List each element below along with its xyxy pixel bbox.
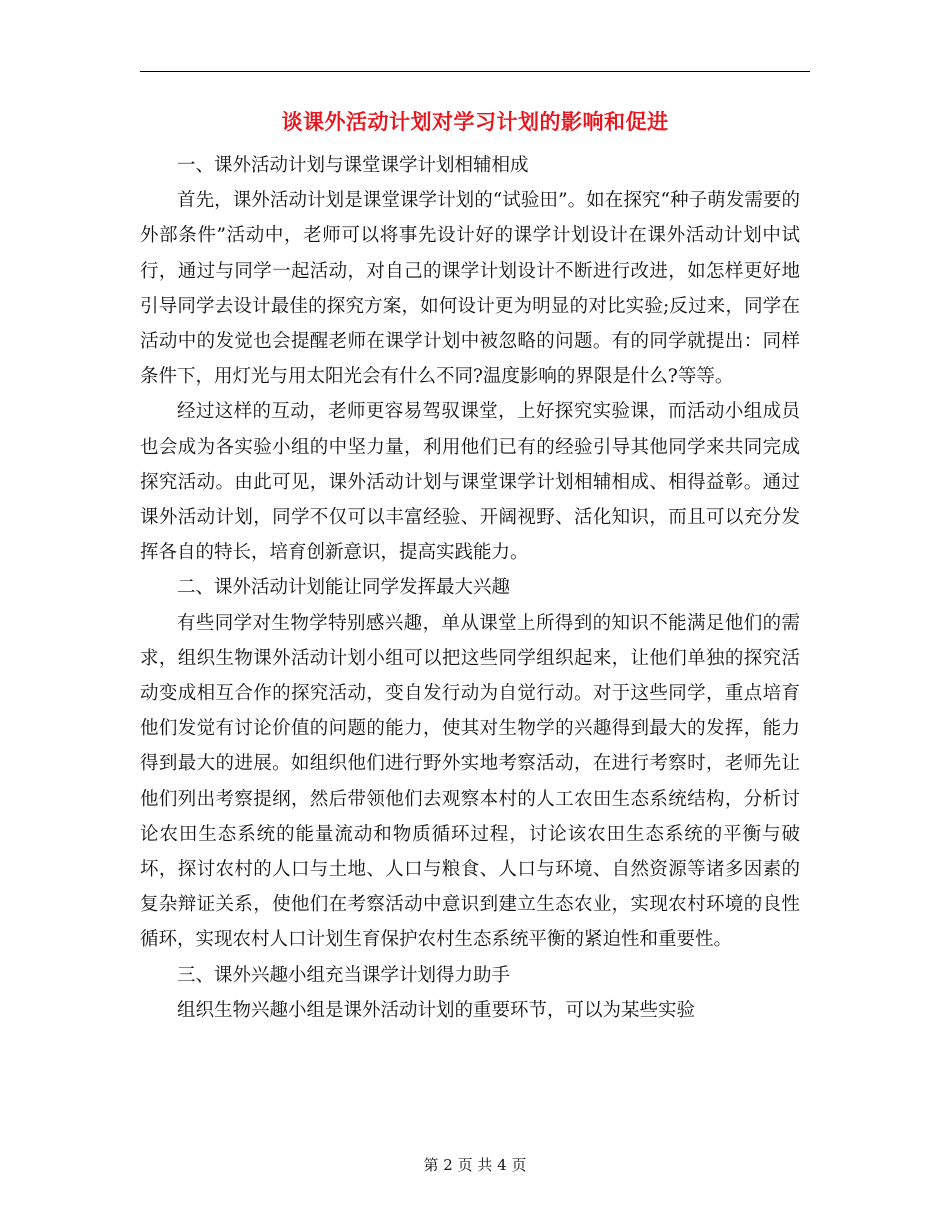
section-heading-3: 三、课外兴趣小组充当课学计划得力助手 bbox=[177, 964, 511, 986]
paragraph-1: 首先，课外活动计划是课堂课学计划的“试验田”。如在探究“种子萌发需要的外部条件”活动中，老师可以将事先设计好的课学计划设计在课外活动计划中试行，通过与同学一起活动，对自己的课学计划设计不断进行改进，如怎样更好地引导同学去设计最佳的探究方案，如何设计更为明显的对比实验;反过来，同学在活动中的发觉也会提醒老师在课学计划中被忽略的问题。有的同学就提出：同样条件下，用灯光与用太阳光会有什么不同?温度影响的界限是什么?等等。 bbox=[140, 190, 800, 388]
paragraph-4: 组织生物兴趣小组是课外活动计划的重要环节，可以为某些实验 bbox=[177, 999, 696, 1021]
paragraph-2: 经过这样的互动，老师更容易驾驭课堂，上好探究实验课，而活动小组成员也会成为各实验小组的中坚力量，利用他们已有的经验引导其他同学来共同完成探究活动。由此可见，课外活动计划与课堂课学计划相辅相成、相得益彰。通过课外活动计划，同学不仅可以丰富经验、开阔视野、活化知识，而且可以充分发挥各自的特长，培育创新意识，提高实践能力。 bbox=[140, 401, 800, 564]
page-footer: 第 2 页 共 4 页 bbox=[423, 1156, 527, 1174]
document-title: 谈课外活动计划对学习计划的影响和促进 bbox=[281, 109, 669, 134]
section-heading-2: 二、课外活动计划能让同学发挥最大兴趣 bbox=[177, 577, 511, 599]
header-rule bbox=[140, 71, 810, 72]
paragraph-3: 有些同学对生物学特别感兴趣，单从课堂上所得到的知识不能满足他们的需求，组织生物课外活动计划小组可以把这些同学组织起来，让他们单独的探究活动变成相互合作的探究活动，变自发行动为自觉行动。对于这些同学，重点培育他们发觉有讨论价值的问题的能力，使其对生物学的兴趣得到最大的发挥，能力得到最大的进展。如组织他们进行野外实地考察活动，在进行考察时，老师先让他们列出考察提纲，然后带领他们去观察本村的人工农田生态系统结构，分析讨论农田生态系统的能量流动和物质循环过程，讨论该农田生态系统的平衡与破坏，探讨农村的人口与土地、人口与粮食、人口与环境、自然资源等诸多因素的复杂辩证关系，使他们在考察活动中意识到建立生态农业，实现农村环境的良性循环，实现农村人口计划生育保护农村生态系统平衡的紧迫性和重要性。 bbox=[140, 612, 800, 951]
section-heading-1: 一、课外活动计划与课堂课学计划相辅相成 bbox=[177, 155, 529, 176]
document-body bbox=[140, 148, 800, 1028]
